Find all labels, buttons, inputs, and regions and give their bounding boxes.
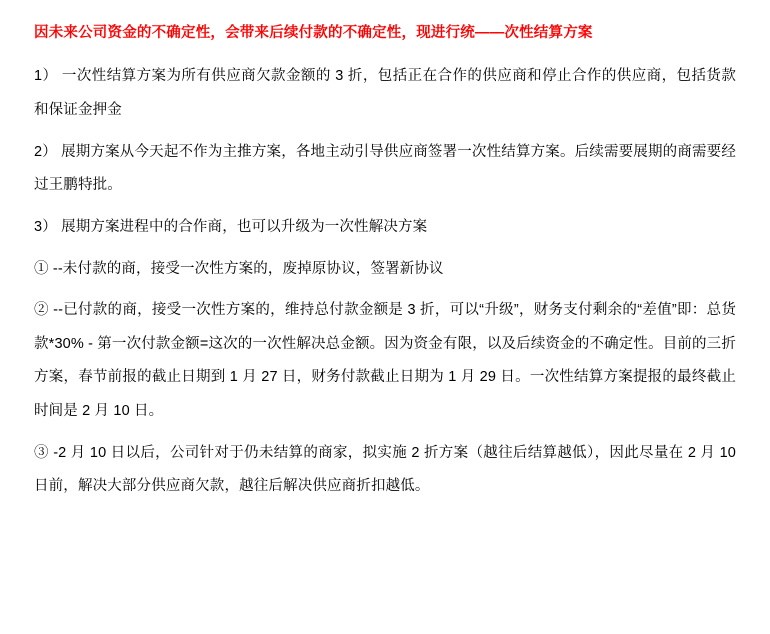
paragraph-2 [34,136,736,203]
paragraph-5-marker: ② [34,302,49,319]
paragraph-4-text: --未付款的商，接受一次性方案的，废掉原协议，签署新协议 [52,260,444,277]
paragraph-3-marker: 3） [34,218,57,235]
paragraph-1-marker: 1） [34,68,58,85]
paragraph-1-text: 一次性结算方案为所有供应商欠款金额的 3 折，包括正在合作的供应商和停止合作的供应商，包括货款和保证金押金 [34,68,736,119]
paragraph-3-text: 展期方案进程中的合作商，也可以升级为一次性解决方案 [61,218,428,235]
paragraph-5-text: --已付款的商，接受一次性方案的，维持总付款金额是 3 折，可以“升级”，财务支付剩余的“差值”即：总货款*30% - 第一次付款金额=这次的一次性解决总金额。因为资金有限，以及后续资金的不确定性。目前的三折方案，春节前报的截止日期到 1 月 27 日，财务付款截止日期为 1 月 29 日。一次性结算方案提报的最终截止时间是 2 月 10 日。 [34,302,736,420]
paragraph-4-marker: ① [34,260,49,277]
document-heading: 因未来公司资金的不确定性，会带来后续付款的不确定性，现进行统——次性结算方案 [34,25,593,41]
paragraph-6-marker: ③ [34,444,49,461]
paragraph-2-text: 展期方案从今天起不作为主推方案，各地主动引导供应商签署一次性结算方案。后续需要展期的商需要经过王鹏特批。 [34,143,736,194]
paragraph-4 [34,253,736,287]
paragraph-6-text: -2 月 10 日以后，公司针对于仍未结算的商家，拟实施 2 折方案（越往后结算越低），因此尽量在 2 月 10 日前，解决大部分供应商欠款，越往后解决供应商折扣越低。 [34,444,737,495]
paragraph-3 [34,211,736,245]
paragraph-2-marker: 2） [34,143,57,160]
paragraph-5 [34,294,736,429]
paragraph-1 [34,60,736,127]
paragraph-6 [34,437,736,504]
